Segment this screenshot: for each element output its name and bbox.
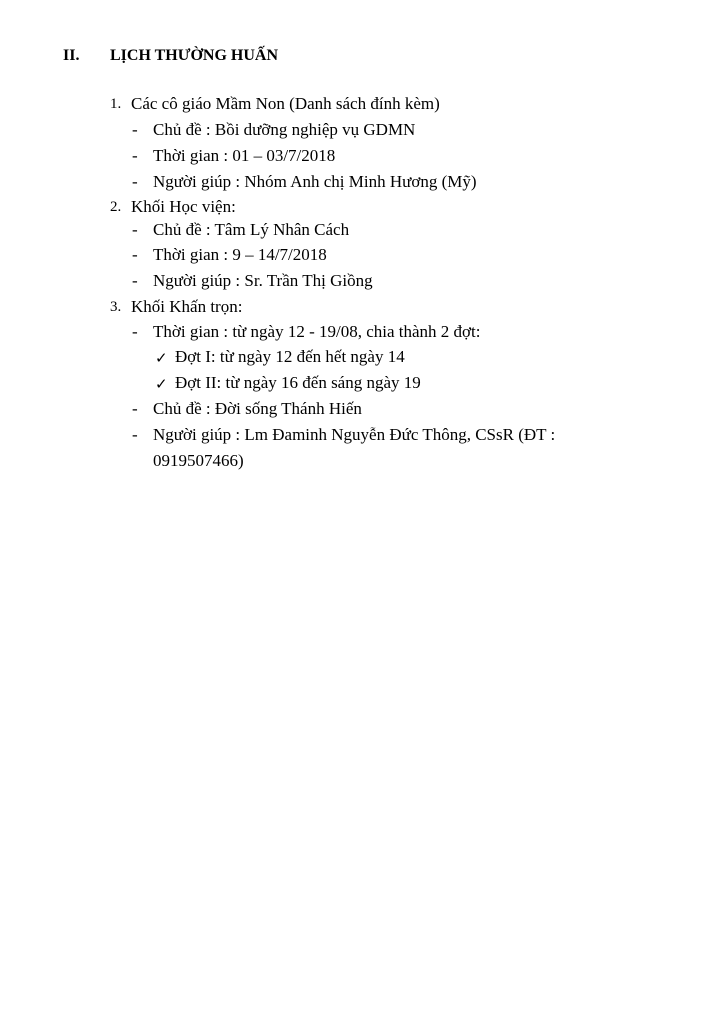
list-item-text: Chủ đề : Tâm Lý Nhân Cách	[153, 220, 350, 239]
dash-marker: -	[132, 271, 138, 290]
list-item-text: Đợt I: từ ngày 12 đến hết ngày 14	[175, 347, 405, 366]
group-1-title: Các cô giáo Mầm Non (Danh sách đính kèm)	[131, 94, 440, 113]
group-1-number: 1.	[110, 96, 122, 112]
dash-marker: -	[132, 245, 138, 264]
list-item-text: Người giúp : Nhóm Anh chị Minh Hương (Mỹ)	[153, 172, 477, 191]
list-item-text: 0919507466)	[153, 451, 244, 470]
group-2-title: Khối Học viện:	[131, 197, 236, 216]
dash-marker: -	[132, 425, 138, 444]
checkmark-icon: ✓	[155, 349, 168, 367]
checkmark-icon: ✓	[155, 375, 168, 393]
list-item-text: Thời gian : 01 – 03/7/2018	[153, 146, 336, 165]
list-item-text: Thời gian : 9 – 14/7/2018	[153, 245, 327, 264]
dash-marker: -	[132, 172, 138, 191]
list-item-text: Đợt II: từ ngày 16 đến sáng ngày 19	[175, 373, 421, 392]
dash-marker: -	[132, 120, 138, 139]
group-3-number: 3.	[110, 299, 122, 315]
group-2-number: 2.	[110, 199, 122, 215]
group-3-title: Khối Khấn trọn:	[131, 297, 243, 316]
dash-marker: -	[132, 146, 138, 165]
list-item-text: Người giúp : Lm Đaminh Nguyễn Đức Thông, CSsR (ĐT :	[153, 425, 556, 444]
dash-marker: -	[132, 399, 138, 418]
section-title: LỊCH THƯỜNG HUẤN	[110, 47, 279, 64]
list-item-text: Thời gian : từ ngày 12 - 19/08, chia thành 2 đợt:	[153, 322, 481, 341]
section-number: II.	[63, 47, 80, 64]
list-item-text: Người giúp : Sr. Trần Thị Giồng	[153, 271, 373, 290]
list-item-text: Chủ đề : Đời sống Thánh Hiến	[153, 399, 362, 418]
list-item-text: Chủ đề : Bồi dưỡng nghiệp vụ GDMN	[153, 120, 416, 139]
dash-marker: -	[132, 322, 138, 341]
dash-marker: -	[132, 220, 138, 239]
